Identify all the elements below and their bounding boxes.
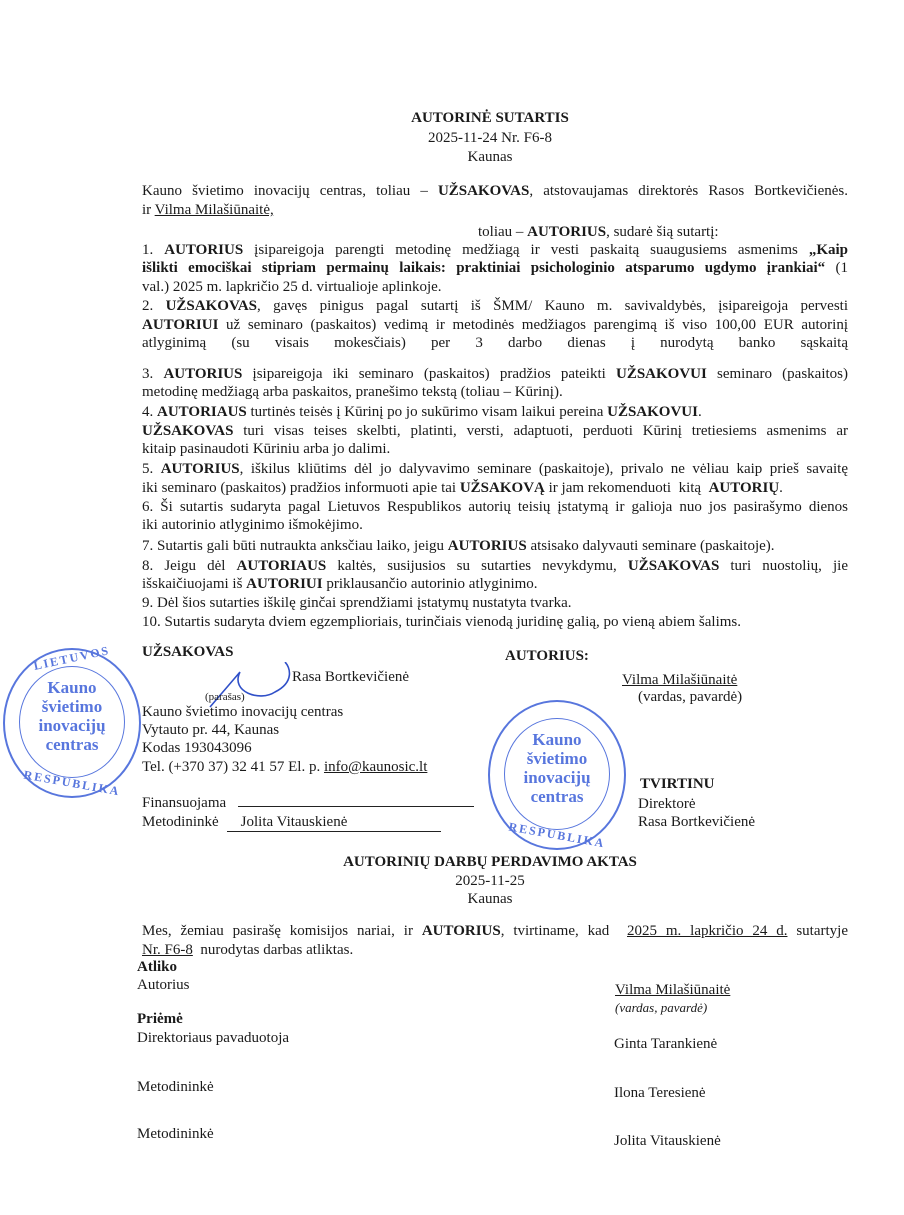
member-name: Jolita Vitauskienė — [614, 1133, 721, 1149]
director-name: Rasa Bortkevičienė — [638, 814, 756, 830]
done-name: Vilma Milašiūnaitė — [615, 982, 731, 998]
clause-8: 8. Jeigu dėl AUTORIAUS kaltės, susijusios su sutarties nevykdymu, UŽSAKOVAS turi nuostolių, jie — [142, 558, 848, 574]
funding-row: Finansuojama — [142, 794, 474, 812]
customer-signer: Rasa Bortkevičienė — [292, 669, 410, 685]
clause-9: 9. Dėl šios sutarties iškilę ginčai sprendžiami įstatymų nustatyta tvarka. — [142, 595, 572, 611]
clause-2-end: atlyginimą (su visais mokesčiais) per 3 darbo dienas į nurodytą banko sąskaitą — [142, 335, 848, 351]
contract-city: Kaunas — [467, 149, 513, 165]
clause-5-end: iki seminaro (paskaitos) pradžios informuoti apie tai UŽSAKOVĄ ir jam rekomenduoti kitą AUTORIŲ. — [142, 480, 783, 496]
clause-2-cont: AUTORIUI už seminaro (paskaitos) vedimą ir metodinės medžiagos parengimą iš viso 100,00 EUR autorinį — [142, 317, 848, 333]
customer-address: Vytauto pr. 44, Kaunas — [142, 722, 280, 738]
approve-label: TVIRTINU — [640, 776, 715, 792]
intro-line-2: ir Vilma Milašiūnaitė, — [142, 202, 274, 218]
clause-3-end: metodinę medžiagą arba paskaitos, pranešimo tekstą (toliau – Kūrinį). — [142, 384, 563, 400]
clause-4-end: kitaip pasinaudoti Kūriniu arba jo dalimi. — [142, 441, 391, 457]
member-name: Ginta Tarankienė — [614, 1036, 718, 1052]
clause-6-end: iki autorinio atlyginimo išmokėjimo. — [142, 517, 363, 533]
clause-1: 1. AUTORIUS įsipareigoja parengti metodinę medžiagą ir vesti paskaitą suaugusiems asmenims „Kaip — [142, 242, 849, 258]
member-role: Metodininkė — [137, 1079, 214, 1095]
clause-10: 10. Sutartis sudaryta dviem egzemplioriais, turinčiais vienodą juridinę galią, po vieną abiem šalims. — [142, 614, 742, 630]
intro-line-1: Kauno švietimo inovacijų centras, toliau – UŽSAKOVAS, atstovaujamas direktorės Rasos Bortkevičienės. — [142, 183, 849, 199]
member-role: Metodininkė — [137, 1126, 214, 1142]
director-title: Direktorė — [638, 796, 696, 812]
signature-caption: (parašas) — [205, 691, 245, 703]
clause-1-cont: išlikti emociškai stipriam permainų laikais: praktiniai psichologinio atsparumo ugdymo įrankiai“ (1 — [142, 260, 848, 276]
intro-line-3: toliau – AUTORIUS, sudarė šią sutartį: — [478, 224, 719, 240]
methodologist-row: Metodininkė Jolita Vitauskienė — [142, 813, 441, 832]
customer-label: UŽSAKOVAS — [142, 644, 234, 660]
clause-5: 5. AUTORIUS, iškilus kliūtims dėl jo dalyvavimo seminare (paskaitoje), privalo ne vėliau kaip prieš savaitę — [142, 461, 849, 477]
member-name: Ilona Teresienė — [614, 1085, 706, 1101]
author-caption: (vardas, pavardė) — [638, 689, 743, 705]
stamp-text: Kauno švietimo inovacijų centras — [523, 730, 591, 806]
done-caption: (vardas, pavardė) — [615, 1000, 708, 1015]
clause-2: 2. UŽSAKOVAS, gavęs pinigus pagal sutartį iš ŠMM/ Kauno m. savivaldybės, įsipareigoja pervesti — [142, 298, 849, 314]
clause-3: 3. AUTORIUS įsipareigoja iki seminaro (paskaitos) pradžios pateikti UŽSAKOVUI seminaro (paskaitos) — [142, 366, 848, 382]
done-label: Atliko — [137, 959, 178, 975]
act-line-2: Nr. F6-8 nurodytas darbas atliktas. — [142, 942, 354, 958]
accepted-label: Priėmė — [137, 1011, 183, 1027]
stamp-ring-top: LIETUVOS — [32, 643, 112, 673]
email-link[interactable]: info@kaunosic.lt — [323, 759, 428, 775]
stamp-text: Kauno švietimo inovacijų centras — [38, 678, 106, 754]
act-line-1: Mes, žemiau pasirašę komisijos nariai, ir AUTORIUS, tvirtiname, kad 2025 m. lapkričio 24 d. sutartyje — [142, 923, 848, 939]
clause-1-end: val.) 2025 m. lapkričio 25 d. virtualioje aplinkoje. — [142, 279, 442, 295]
customer-org: Kauno švietimo inovacijų centras — [142, 704, 344, 720]
clause-8-end: išskaičiuojami iš AUTORIUI priklausančio autorinio atlyginimo. — [142, 576, 538, 592]
contract-title: AUTORINĖ SUTARTIS — [411, 110, 569, 126]
done-role: Autorius — [137, 977, 190, 993]
clause-6: 6. Ši sutartis sudaryta pagal Lietuvos Respublikos autorių teisių įstatymą ir galioja nuo jos pasirašymo dienos — [142, 499, 848, 515]
stamp-ring-bottom: RESPUBLIKA — [22, 767, 122, 799]
stamp-ring-bottom: RESPUBLIKA — [507, 819, 607, 851]
member-role: Direktoriaus pavaduotoja — [137, 1030, 290, 1046]
act-city: Kaunas — [467, 891, 513, 907]
clause-4-cont: UŽSAKOVAS turi visas teises skelbti, platinti, versti, adaptuoti, perduoti Kūrinį tretiesiems asmenims ar — [142, 423, 848, 439]
contract-date-number: 2025-11-24 Nr. F6-8 — [427, 130, 553, 146]
author-name: Vilma Milašiūnaitė — [622, 672, 738, 688]
clause-4: 4. AUTORIAUS turtinės teisės į Kūrinį po jo sukūrimo visam laikui pereina UŽSAKOVUI. — [142, 404, 702, 420]
author-label: AUTORIUS: — [505, 648, 589, 664]
left-stamp — [3, 643, 141, 799]
clause-7: 7. Sutartis gali būti nutraukta anksčiau laiko, jeigu AUTORIUS atsisako dalyvauti seminare (paskaitoje). — [142, 538, 775, 554]
customer-code: Kodas 193043096 — [142, 740, 252, 756]
act-date: 2025-11-25 — [455, 873, 525, 889]
customer-contact: Tel. (+370 37) 32 41 57 El. p. info@kaunosic.lt — [142, 759, 428, 775]
right-stamp — [488, 700, 626, 850]
act-title: AUTORINIŲ DARBŲ PERDAVIMO AKTAS — [343, 854, 637, 870]
